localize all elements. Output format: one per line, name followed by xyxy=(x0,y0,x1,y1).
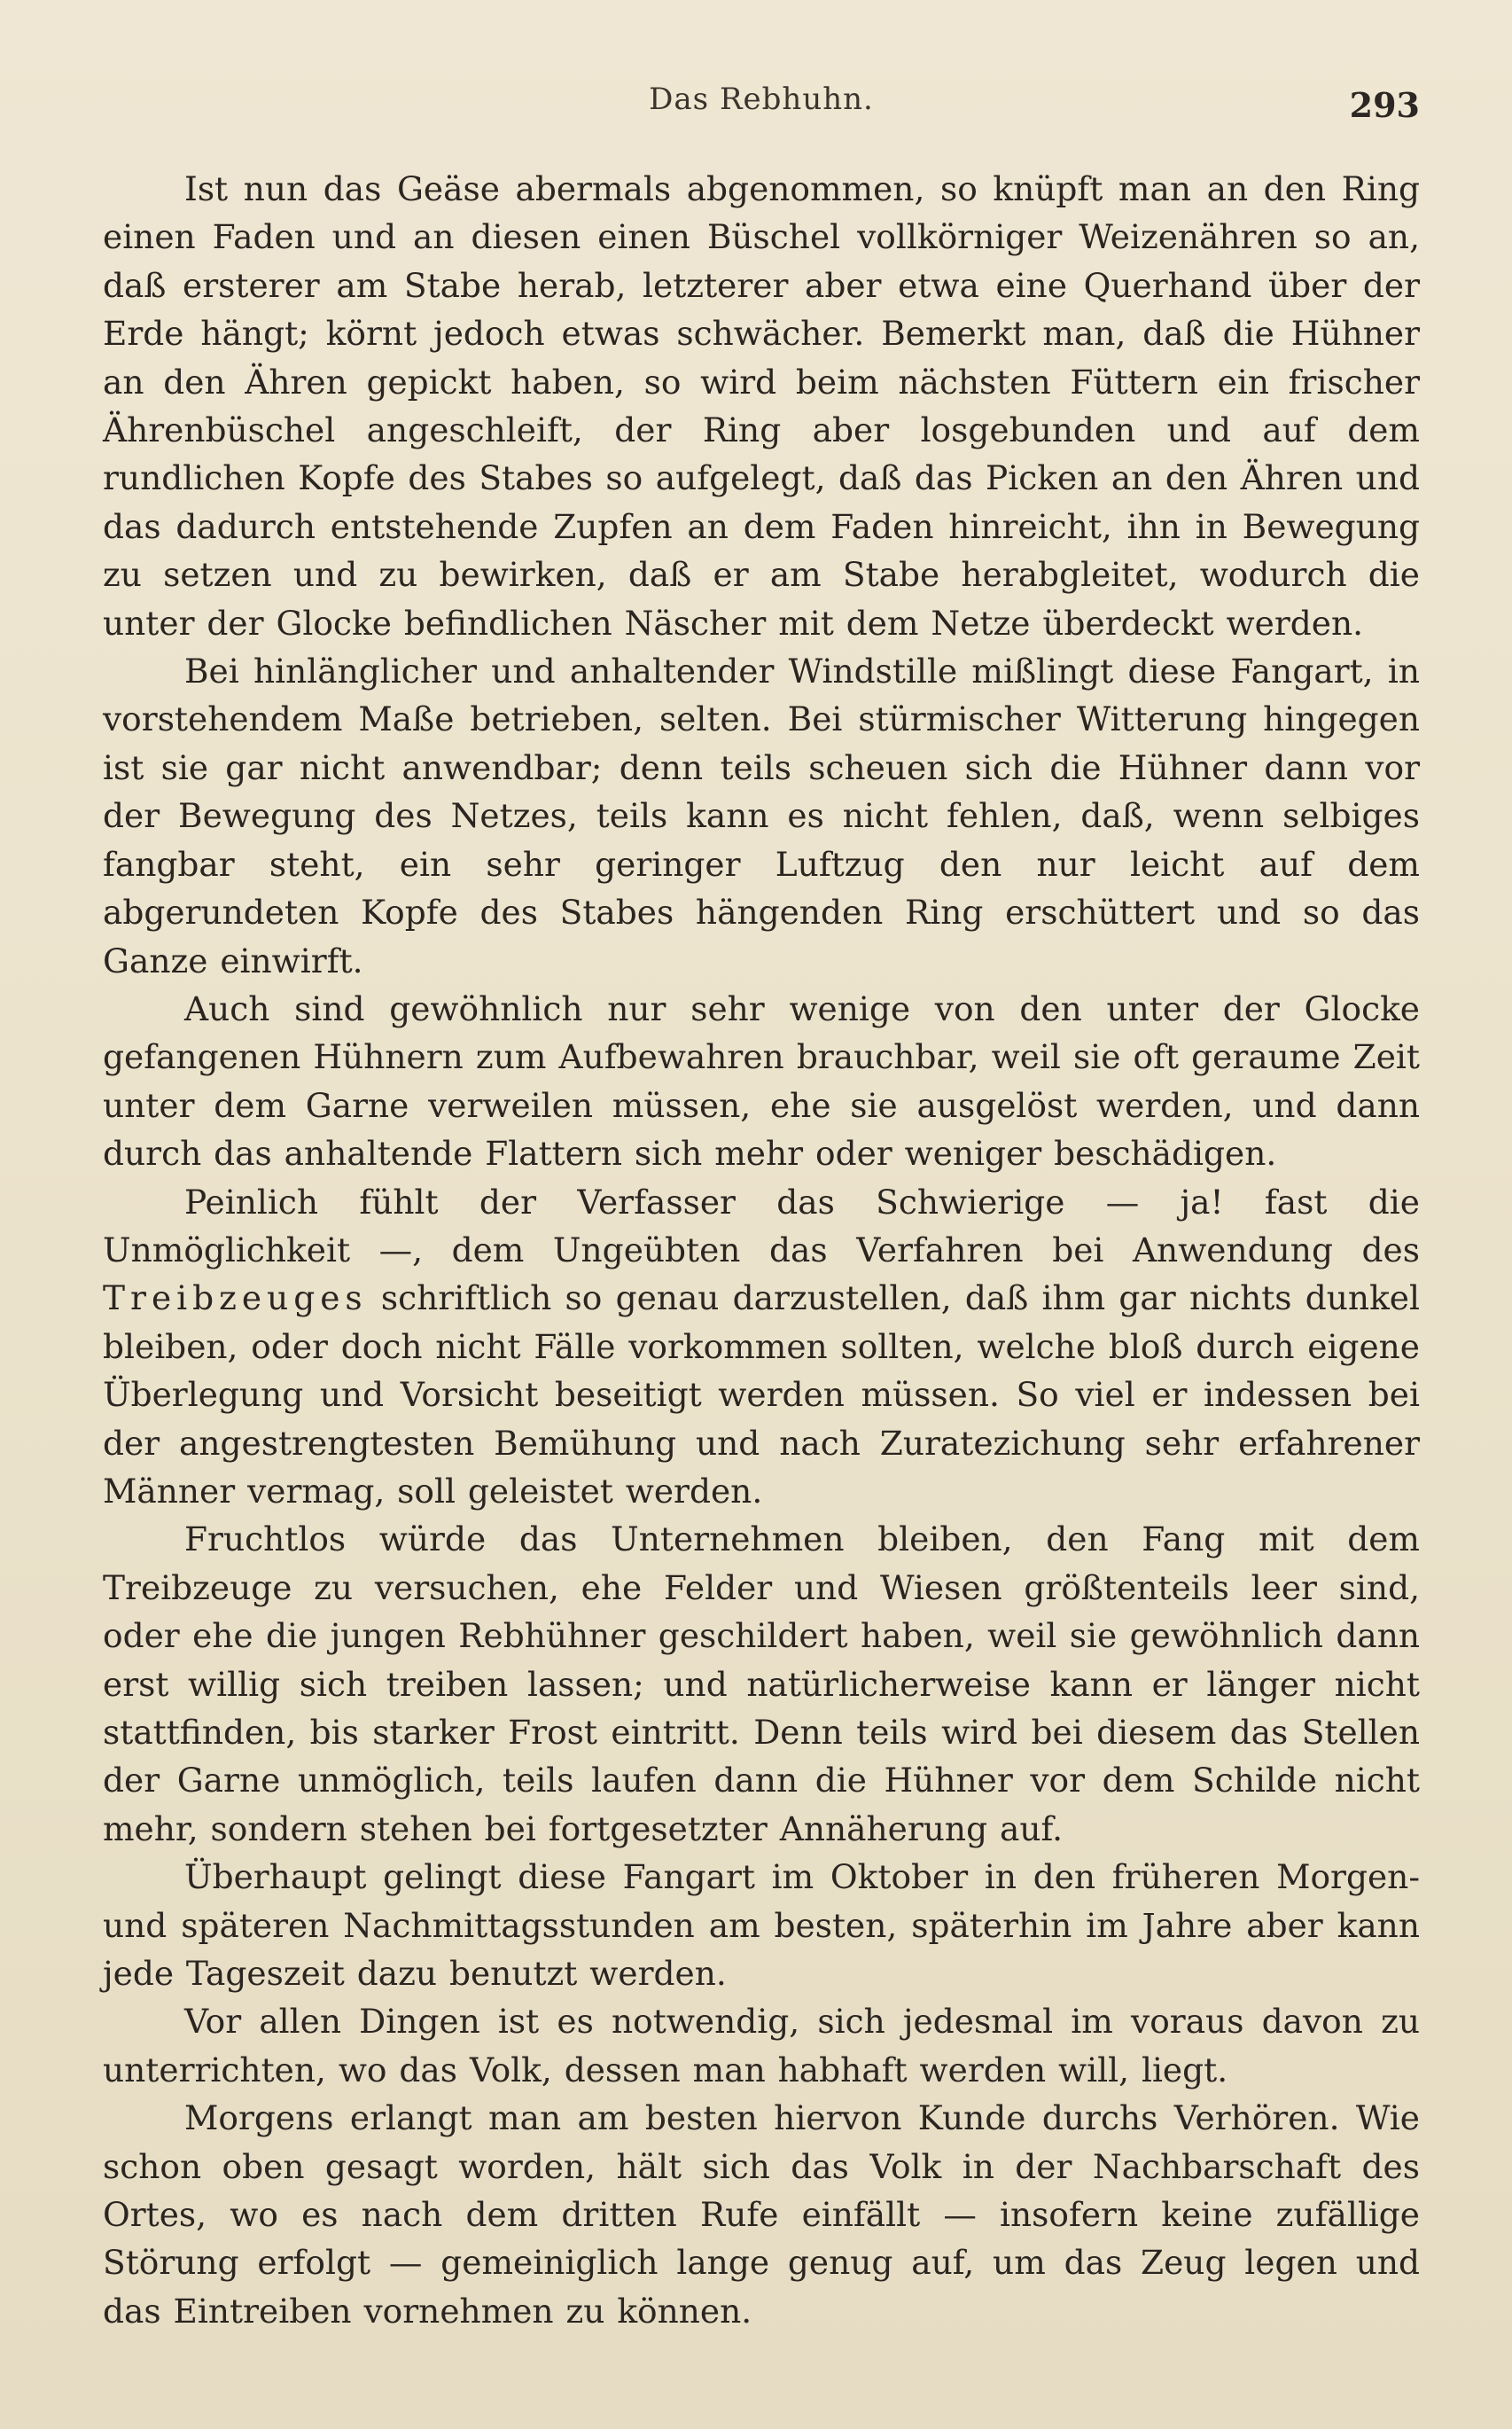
paragraph: Vor allen Dingen ist es notwendig, sich jedesmal im voraus davon zu unterrichten, wo das Volk, dessen man habhaft werden will, liegt. xyxy=(103,2002,1420,2089)
paragraph-text: schriftlich so genau darzustellen, daß ihm gar nichts dunkel bleiben, oder doch nicht Fälle vorkommen sollten, welche bloß durch eigene Überlegung und Vorsicht beseitigt werden müssen. So viel er indessen bei der angestrengtesten Bemühung und nach Zuratezichung sehr erfahrener Männer vermag, soll geleistet werden. xyxy=(103,1278,1420,1511)
paragraph: Ist nun das Geäse abermals abgenommen, so knüpft man an den Ring einen Faden und an diesen einen Büschel vollkörniger Weizenähren so an, daß ersterer am Stabe herab, letzterer aber etwa eine Querhand über der Erde hängt; körnt jedoch etwas schwächer. Bemerkt man, daß die Hühner an den Ähren gepickt haben, so wird beim nächsten Füttern ein frischer Ährenbüschel angeschleift, der Ring aber losgebunden und auf dem rundlichen Kopfe des Stabes so aufgelegt, daß das Picken an den Ähren und das dadurch entstehende Zupfen an dem Faden hinreicht, ihn in Bewegung zu setzen und zu bewirken, daß er am Stabe herabgleitet, wodurch die unter der Glocke befindlichen Näscher mit dem Netze überdeckt werden. xyxy=(103,169,1420,643)
running-title: Das Rebhuhn. xyxy=(649,82,874,117)
body-text xyxy=(103,165,1420,2335)
paragraph-text: Peinlich fühlt der Verfasser das Schwierige — ja! fast die Unmöglichkeit —, dem Ungeübten das Verfahren bei Anwendung des xyxy=(103,1182,1420,1269)
paragraph xyxy=(103,1178,1420,1516)
paragraph: Auch sind gewöhnlich nur sehr wenige von den unter der Glocke gefangenen Hühnern zum Aufbewahren brauchbar, weil sie oft geraume Zeit unter dem Garne verweilen müssen, ehe sie ausgelöst werden, und dann durch das anhaltende Flattern sich mehr oder weniger beschädigen. xyxy=(103,988,1420,1174)
emphasized-term: Treibzeuges xyxy=(103,1278,368,1318)
paragraph: Überhaupt gelingt diese Fangart im Oktober in den früheren Morgen- und späteren Nachmittagsstunden am besten, späterhin im Jahre aber kann jede Tageszeit dazu benutzt werden. xyxy=(103,1857,1420,1994)
running-head xyxy=(103,82,1420,129)
paragraph: Morgens erlangt man am besten hiervon Kunde durchs Verhören. Wie schon oben gesagt worden, hält sich das Volk in der Nachbarschaft des Ortes, wo es nach dem dritten Rufe einfällt — insofern keine zufällige Störung erfolgt — gemeiniglich lange genug auf, um das Zeug legen und das Eintreiben vornehmen zu können. xyxy=(103,2098,1420,2331)
paragraph: Bei hinlänglicher und anhaltender Windstille mißlingt diese Fangart, in vorstehendem Maße betrieben, selten. Bei stürmischer Witterung hingegen ist sie gar nicht anwendbar; denn teils scheuen sich die Hühner dann vor der Bewegung des Netzes, teils kann es nicht fehlen, daß, wenn selbiges fangbar steht, ein sehr geringer Luftzug den nur leicht auf dem abgerundeten Kopfe des Stabes hängenden Ring erschüttert und so das Ganze einwirft. xyxy=(103,652,1420,980)
page-number: 293 xyxy=(1349,85,1420,125)
paragraph: Fruchtlos würde das Unternehmen bleiben, den Fang mit dem Treibzeuge zu versuchen, ehe Felder und Wiesen größtenteils leer sind, oder ehe die jungen Rebhühner geschildert haben, weil sie gewöhnlich dann erst willig sich treiben lassen; und natürlicherweise kann er länger nicht stattfinden, bis starker Frost eintritt. Denn teils wird bei diesem das Stellen der Garne unmöglich, teils laufen dann die Hühner vor dem Schilde nicht mehr, sondern stehen bei fortgesetzter Annäherung auf. xyxy=(103,1519,1420,1848)
